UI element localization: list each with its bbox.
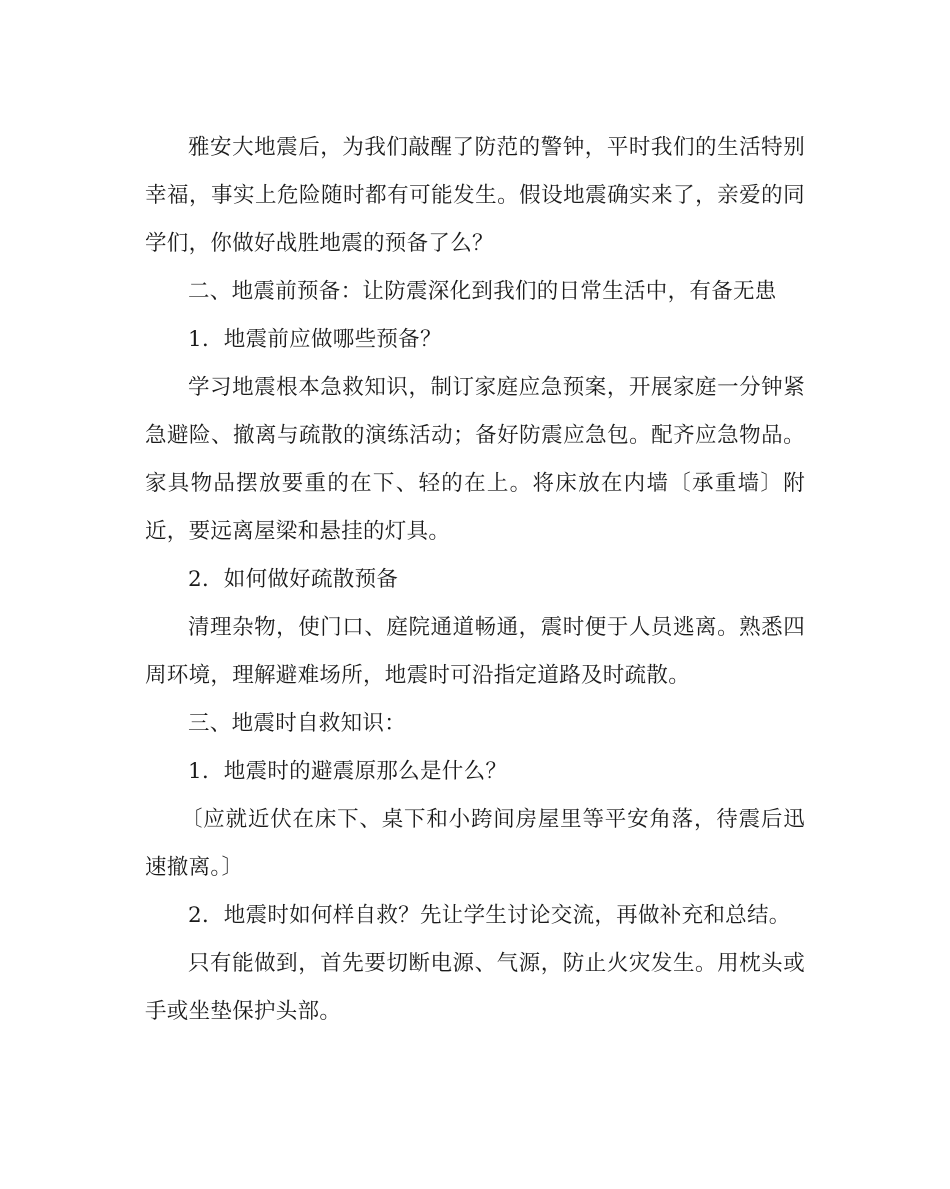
subheading-how-to-self-rescue: 2．地震时如何样自救？先让学生讨论交流，再做补充和总结。 (188, 903, 791, 928)
subheading-evacuation: 2．如何做好疏散预备 (188, 567, 399, 592)
paragraph-self-rescue: 只有能做到，首先要切断电源、气源，防止火灾发生。用枕头或手或坐垫保护头部。 (145, 951, 805, 1024)
paragraph-intro: 雅安大地震后，为我们敲醒了防范的警钟，平时我们的生活特别幸福，事实上危险随时都有可能发生。假设地震确实来了，亲爱的同学们，你做好战胜地震的预备了么？ (145, 135, 805, 256)
subheading-principle: 1．地震时的避震原那么是什么？ (188, 759, 508, 784)
document-body (145, 124, 805, 1036)
section-heading-before-quake: 二、地震前预备：让防震深化到我们的日常生活中，有备无患 (188, 279, 777, 304)
paragraph-preparation: 学习地震根本急救知识，制订家庭应急预案，开展家庭一分钟紧急避险、撤离与疏散的演练活动；备好防震应急包。配齐应急物品。家具物品摆放要重的在下、轻的在上。将床放在内墙〔承重墙〕附近，要远离屋梁和悬挂的灯具。 (145, 375, 805, 544)
paragraph-principle-answer: 〔应就近伏在床下、桌下和小跨间房屋里等平安角落，待震后迅速撤离。〕 (145, 807, 805, 880)
paragraph-evacuation: 清理杂物，使门口、庭院通道畅通，震时便于人员逃离。熟悉四周环境，理解避难场所，地震时可沿指定道路及时疏散。 (145, 615, 805, 688)
section-heading-self-rescue: 三、地震时自救知识： (188, 711, 407, 736)
subheading-preparation: 1．地震前应做哪些预备？ (188, 327, 442, 352)
